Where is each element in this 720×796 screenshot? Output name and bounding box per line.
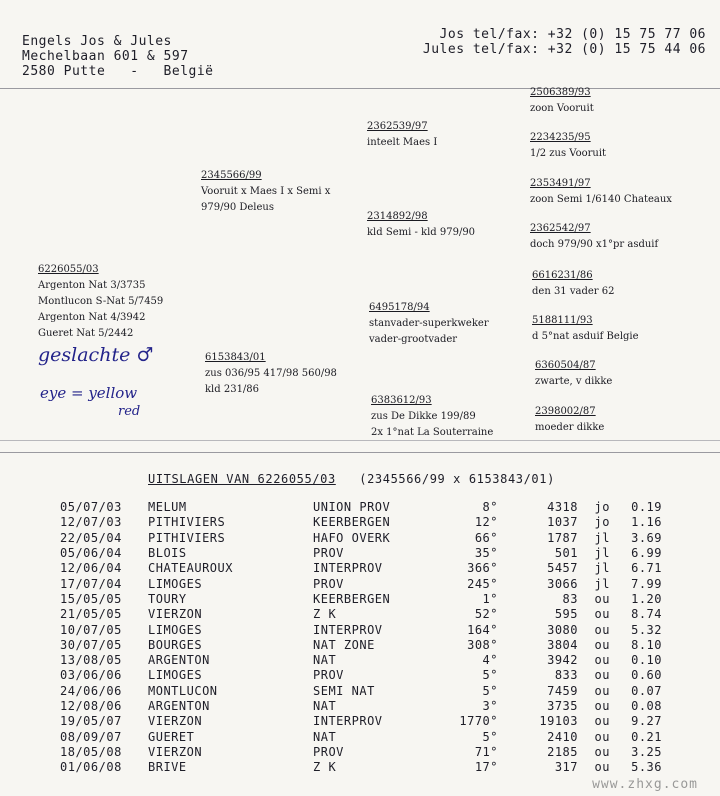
race-type: NAT — [313, 699, 337, 713]
ggp-note: den 31 vader 62 — [532, 286, 615, 297]
sire-ring-number: 2345566/99 — [201, 170, 262, 181]
race-date: 15/05/05 — [60, 591, 122, 606]
race-place: TOURY — [148, 591, 187, 606]
race-bird-count: 2185 — [547, 744, 578, 759]
bird-age-class: jo — [594, 515, 610, 530]
race-position: 12° — [474, 515, 498, 530]
pedigree-subject — [38, 262, 163, 342]
race-coefficient: 5.36 — [631, 760, 662, 775]
subject-result: Argenton Nat 3/3735 — [38, 280, 146, 291]
bird-age-class: ou — [594, 729, 610, 744]
subject-ring-number: 6226055/03 — [38, 264, 99, 275]
dam-dam-note: zus De Dikke 199/89 — [371, 411, 476, 422]
dam-sire-note: stanvader-superkweker — [369, 318, 489, 329]
table-row — [60, 622, 662, 637]
ggp-ring-number: 2353491/97 — [530, 178, 591, 189]
pedigree-ggp — [530, 221, 658, 253]
race-position: 1° — [482, 591, 498, 606]
race-place: VIERZON — [148, 714, 203, 729]
handwritten-sex-note: geslachte ♂ — [38, 344, 154, 366]
race-type: SEMI NAT — [313, 683, 375, 698]
race-position: 66° — [474, 530, 498, 545]
ggp-ring-number: 6360504/87 — [535, 360, 596, 371]
race-date: 12/06/04 — [60, 561, 122, 576]
dam-dam-ring-number: 6383612/93 — [371, 395, 432, 406]
race-coefficient: 7.99 — [631, 576, 662, 591]
race-type: PROV — [313, 668, 344, 683]
race-bird-count: 3080 — [547, 622, 578, 637]
ggp-ring-number: 2506389/93 — [530, 87, 591, 98]
race-position: 308° — [467, 637, 498, 652]
subject-result: Argenton Nat 4/3942 — [38, 312, 146, 323]
race-type: PROV — [313, 576, 344, 591]
race-date: 05/06/04 — [60, 546, 122, 561]
phone-jules: Jules tel/fax: +32 (0) 15 75 44 06 — [422, 42, 706, 57]
race-type: INTERPROV — [313, 561, 383, 576]
bird-age-class: ou — [594, 637, 610, 652]
race-place: CHATEAUROUX — [148, 561, 233, 576]
pedigree-dam-dam — [371, 393, 493, 441]
bird-age-class: ou — [594, 591, 610, 606]
ggp-ring-number: 2362542/97 — [530, 223, 591, 234]
race-bird-count: 3804 — [547, 637, 578, 652]
dam-dam-note: 2x 1°nat La Souterraine — [371, 427, 494, 438]
race-place: LIMOGES — [148, 576, 203, 591]
race-place: PITHIVIERS — [148, 515, 226, 530]
race-place: VIERZON — [148, 607, 203, 622]
race-type: NAT ZONE — [313, 637, 375, 652]
race-place: BOURGES — [148, 637, 203, 652]
race-coefficient: 0.21 — [631, 729, 662, 744]
pedigree-ggp — [530, 176, 672, 208]
ggp-ring-number: 6616231/86 — [532, 270, 593, 281]
sire-sire-ring-number: 2362539/97 — [367, 121, 428, 132]
bird-age-class: ou — [594, 683, 610, 698]
race-position: 3° — [482, 699, 498, 713]
race-bird-count: 7459 — [547, 683, 578, 698]
race-type: NAT — [313, 653, 337, 668]
table-row — [60, 729, 662, 744]
table-row — [60, 684, 662, 699]
results-table-body — [60, 500, 662, 775]
race-coefficient: 3.69 — [631, 530, 662, 545]
ggp-note: doch 979/90 x1°pr asduif — [530, 239, 659, 250]
pedigree-ggp — [532, 268, 614, 300]
table-row — [60, 653, 662, 668]
pedigree-ggp — [530, 85, 594, 117]
owner-city: 2580 Putte - België — [22, 64, 214, 79]
dam-sire-ring-number: 6495178/94 — [369, 302, 430, 313]
table-row — [60, 515, 662, 530]
race-position: 366° — [467, 561, 498, 576]
race-bird-count: 83 — [562, 591, 578, 606]
pedigree-sire-sire — [367, 119, 437, 151]
dam-ring-number: 6153843/01 — [205, 352, 266, 363]
race-coefficient: 1.20 — [631, 591, 662, 606]
race-position: 8° — [482, 500, 498, 515]
race-bird-count: 501 — [554, 546, 578, 561]
race-type: KEERBERGEN — [313, 515, 391, 530]
race-position: 245° — [467, 576, 498, 591]
subject-result: Montlucon S-Nat 5/7459 — [38, 296, 164, 307]
race-date: 19/05/07 — [60, 714, 122, 729]
race-place: LIMOGES — [148, 668, 203, 683]
watermark: www.zhxg.com — [592, 777, 698, 792]
race-type: INTERPROV — [313, 714, 383, 729]
race-position: 35° — [474, 546, 498, 561]
table-row — [60, 561, 662, 576]
race-bird-count: 595 — [554, 607, 578, 622]
race-place: MONTLUCON — [148, 683, 218, 698]
race-position: 5° — [482, 729, 498, 744]
race-date: 01/06/08 — [60, 760, 122, 775]
owner-contact — [423, 27, 706, 57]
sire-sire-note: inteelt Maes I — [367, 137, 438, 148]
results-divider — [0, 452, 720, 453]
pedigree-ggp — [535, 404, 604, 436]
race-coefficient: 8.10 — [631, 637, 662, 652]
sire-note: Vooruit x Maes I x Semi x — [201, 186, 331, 197]
bird-age-class: ou — [594, 744, 610, 759]
race-coefficient: 6.71 — [631, 561, 662, 576]
race-bird-count: 3735 — [547, 699, 578, 713]
race-position: 52° — [474, 607, 498, 622]
pedigree-sire-dam — [367, 209, 475, 241]
bird-age-class: jl — [594, 530, 610, 545]
subject-result: Gueret Nat 5/2442 — [38, 328, 134, 339]
race-type: Z K — [313, 760, 337, 775]
race-coefficient: 8.74 — [631, 607, 662, 622]
sire-dam-ring-number: 2314892/98 — [367, 211, 428, 222]
bird-age-class: ou — [594, 699, 610, 713]
race-date: 21/05/05 — [60, 607, 122, 622]
ggp-note: 1/2 zus Vooruit — [530, 148, 607, 159]
ggp-note: d 5°nat asduif Belgie — [532, 331, 639, 342]
race-position: 5° — [482, 668, 498, 683]
table-row — [60, 531, 662, 546]
bird-age-class: jl — [594, 546, 610, 561]
race-date: 22/05/04 — [60, 530, 122, 545]
header-divider — [0, 88, 720, 89]
pedigree-bottom-divider — [0, 440, 720, 441]
race-position: 164° — [467, 622, 498, 637]
dam-note: zus 036/95 417/98 560/98 — [205, 368, 337, 379]
owner-name: Engels Jos & Jules — [22, 34, 172, 49]
table-row — [60, 745, 662, 760]
pedigree-dam — [205, 350, 337, 398]
race-type: HAFO OVERK — [313, 530, 391, 545]
race-place: GUERET — [148, 729, 195, 744]
race-coefficient: 6.99 — [631, 546, 662, 561]
bird-age-class: ou — [594, 607, 610, 622]
pedigree-sire — [201, 168, 330, 216]
bird-age-class: ou — [594, 622, 610, 637]
ggp-note: moeder dikke — [535, 422, 605, 433]
race-bird-count: 833 — [554, 668, 578, 683]
table-row — [60, 714, 662, 729]
dam-note: kld 231/86 — [205, 384, 260, 395]
race-type: INTERPROV — [313, 622, 383, 637]
race-type: NAT — [313, 729, 337, 744]
race-date: 12/08/06 — [60, 699, 122, 713]
bird-age-class: ou — [594, 653, 610, 668]
race-bird-count: 1787 — [547, 530, 578, 545]
results-table — [60, 500, 662, 775]
results-title-parents: (2345566/99 x 6153843/01) — [359, 472, 555, 486]
race-coefficient: 0.10 — [631, 653, 662, 668]
pedigree-ggp — [532, 313, 639, 345]
bird-age-class: ou — [594, 760, 610, 775]
race-bird-count: 4318 — [547, 500, 578, 515]
ggp-note: zwarte, v dikke — [535, 376, 613, 387]
bird-age-class: ou — [594, 714, 610, 729]
table-row — [60, 699, 662, 714]
table-row — [60, 760, 662, 775]
table-row — [60, 546, 662, 561]
race-place: LIMOGES — [148, 622, 203, 637]
ggp-note: zoon Vooruit — [530, 103, 594, 114]
race-coefficient: 0.08 — [631, 699, 662, 713]
race-coefficient: 9.27 — [631, 714, 662, 729]
race-type: PROV — [313, 744, 344, 759]
ggp-ring-number: 2398002/87 — [535, 406, 596, 417]
race-date: 08/09/07 — [60, 729, 122, 744]
race-bird-count: 19103 — [539, 714, 578, 729]
bird-age-class: jl — [594, 576, 610, 591]
race-coefficient: 3.25 — [631, 744, 662, 759]
race-date: 24/06/06 — [60, 683, 122, 698]
owner-address — [22, 34, 214, 79]
race-position: 4° — [482, 653, 498, 668]
race-coefficient: 5.32 — [631, 622, 662, 637]
race-bird-count: 2410 — [547, 729, 578, 744]
owner-street: Mechelbaan 601 & 597 — [22, 49, 189, 64]
race-place: VIERZON — [148, 744, 203, 759]
pedigree-ggp — [530, 130, 606, 162]
race-coefficient: 0.19 — [631, 500, 662, 515]
race-place: BLOIS — [148, 546, 187, 561]
ggp-note: zoon Semi 1/6140 Chateaux — [530, 194, 672, 205]
race-place: ARGENTON — [148, 699, 210, 713]
race-bird-count: 5457 — [547, 561, 578, 576]
race-date: 05/07/03 — [60, 500, 122, 515]
race-coefficient: 0.07 — [631, 683, 662, 698]
race-position: 17° — [474, 760, 498, 775]
race-date: 13/08/05 — [60, 653, 122, 668]
pedigree-ggp — [535, 358, 612, 390]
phone-jos: Jos tel/fax: +32 (0) 15 75 77 06 — [439, 27, 706, 42]
race-place: PITHIVIERS — [148, 530, 226, 545]
results-title — [148, 472, 555, 486]
race-position: 1770° — [459, 714, 498, 729]
race-date: 10/07/05 — [60, 622, 122, 637]
table-row — [60, 607, 662, 622]
table-row — [60, 592, 662, 607]
race-type: Z K — [313, 607, 337, 622]
race-place: MELUM — [148, 500, 187, 515]
race-place: BRIVE — [148, 760, 187, 775]
race-coefficient: 1.16 — [631, 515, 662, 530]
ggp-ring-number: 2234235/95 — [530, 132, 591, 143]
race-date: 03/06/06 — [60, 668, 122, 683]
sire-note: 979/90 Deleus — [201, 202, 274, 213]
race-position: 5° — [482, 683, 498, 698]
race-position: 71° — [474, 744, 498, 759]
bird-age-class: ou — [594, 668, 610, 683]
race-bird-count: 317 — [554, 760, 578, 775]
race-date: 30/07/05 — [60, 637, 122, 652]
results-title-main: UITSLAGEN VAN 6226055/03 — [148, 472, 336, 486]
pedigree-dam-sire — [369, 300, 489, 348]
table-row — [60, 500, 662, 515]
race-date: 18/05/08 — [60, 744, 122, 759]
race-date: 12/07/03 — [60, 515, 122, 530]
race-place: ARGENTON — [148, 653, 210, 668]
race-type: UNION PROV — [313, 500, 391, 515]
table-row — [60, 638, 662, 653]
race-bird-count: 3066 — [547, 576, 578, 591]
race-type: PROV — [313, 546, 344, 561]
ggp-ring-number: 5188111/93 — [532, 315, 593, 326]
table-row — [60, 668, 662, 683]
handwritten-eye-note-2: red — [118, 404, 141, 419]
bird-age-class: jl — [594, 561, 610, 576]
race-bird-count: 3942 — [547, 653, 578, 668]
race-coefficient: 0.60 — [631, 668, 662, 683]
race-type: KEERBERGEN — [313, 591, 391, 606]
race-bird-count: 1037 — [547, 515, 578, 530]
sire-dam-note: kld Semi - kld 979/90 — [367, 227, 476, 238]
dam-sire-note: vader-grootvader — [369, 334, 458, 345]
race-date: 17/07/04 — [60, 576, 122, 591]
bird-age-class: jo — [594, 500, 610, 515]
handwritten-eye-note: eye = yellow — [40, 384, 138, 402]
table-row — [60, 576, 662, 591]
